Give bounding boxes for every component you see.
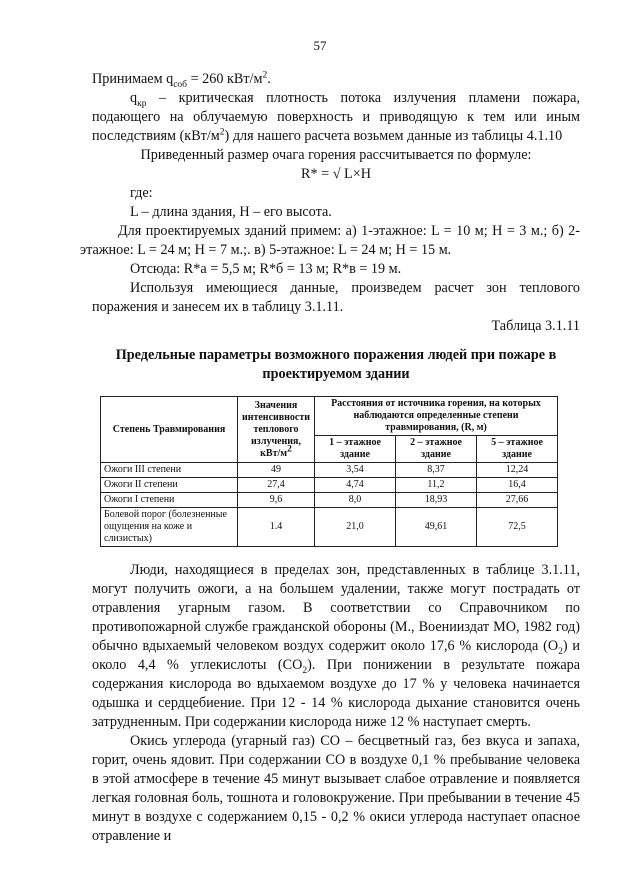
- qkr-end: ) для нашего расчета возьмем данные из таблицы 4.1.10: [224, 128, 563, 144]
- cell-r1: 8,0: [315, 493, 396, 508]
- paragraph-qkr: [92, 89, 580, 146]
- q-value: = 260 кВт/м: [187, 71, 263, 87]
- table-row: [101, 508, 558, 547]
- q-superscript: 2: [262, 70, 268, 81]
- cell-degree: Ожоги II степени: [101, 478, 238, 493]
- formula-intro: Приведенный размер очага горения рассчитывается по формуле:: [140, 147, 532, 163]
- formula: R* = √ L×H: [301, 166, 371, 182]
- cell-intensity: 27,4: [238, 478, 315, 493]
- fire-damage-table: [100, 396, 558, 547]
- page-number: 57: [313, 38, 327, 53]
- definition: L – длина здания, H – его высота.: [130, 204, 332, 220]
- paragraph-result: Отсюда: R*а = 5,5 м; R*б = 13 м; R*в = 19 м.: [130, 261, 402, 277]
- paragraph-carbon-monoxide: Окись углерода (угарный газ) CO – бесцветный газ, без вкуса и запаха, горит, очень ядовит. При содержании CO в воздухе 0,1 % пребывание человека в этой атмосфере в течение 45 минут вызывает слабое отравление и появляется легкая головная боль, тошнота и головокружение. При пребывании в течение 45 минут в воздухе с содержанием 0,15 - 0,2 % окиси углерода наступает опасное отравление и: [92, 733, 580, 844]
- paragraph-q-accepted: [92, 70, 580, 89]
- q-prefix: Принимаем q: [92, 71, 174, 87]
- table-title: Предельные параметры возможного поражения людей при пожаре в проектируемом здании: [115, 347, 557, 382]
- table-row: [101, 463, 558, 478]
- cell-r1: 3,54: [315, 463, 396, 478]
- header-intensity-text: Значения интенсивности теплового излучения, кВт/м: [241, 399, 311, 459]
- cell-intensity: 49: [238, 463, 315, 478]
- where-label: где:: [130, 185, 153, 201]
- co2-subscript: 2: [302, 665, 308, 676]
- cell-intensity: 9,6: [238, 493, 315, 508]
- cell-r2: 49,61: [396, 508, 477, 547]
- paragraph-using: Используя имеющиеся данные, произведем расчет зон теплового поражения и занесем их в таблицу 3.1.11.: [92, 280, 580, 315]
- qkr-text: – критическая плотность потока излучения пламени пожара, подающего на облучаемую поверхность и приводящую к тем или иным последствиям (кВт/м: [92, 90, 580, 144]
- table-label: Таблица 3.1.11: [491, 318, 580, 334]
- cell-r5: 72,5: [477, 508, 558, 547]
- subheader-1-floor: 1 – этажное здание: [315, 436, 396, 463]
- table-row: [101, 493, 558, 508]
- header-intensity: [238, 397, 315, 463]
- q-end: .: [267, 71, 271, 87]
- table-header-row: [101, 397, 558, 436]
- people-text-a: Люди, находящиеся в пределах зон, представленных в таблице 3.1.11, могут получить ожоги, а на большем удалении, также могут пострадать от отравления угарным газом. В соответствии со Справочником по противопожарной службе гражданской обороны (М., Военииздат МО, 1982 год) обычно вдыхаемый человеком воздух содержит около 17,6 % кислорода (O: [92, 562, 580, 654]
- qkr-prefix: q: [130, 90, 138, 106]
- header-distance: Расстояния от источника горения, на которых наблюдаются определенные степени травмирования, (R, м): [315, 397, 558, 436]
- cell-r5: 12,24: [477, 463, 558, 478]
- subheader-2-floor: 2 – этажное здание: [396, 436, 477, 463]
- cell-r1: 21,0: [315, 508, 396, 547]
- cell-r2: 18,93: [396, 493, 477, 508]
- o2-subscript: 2: [558, 646, 563, 657]
- paragraph-buildings: Для проектируемых зданий примем: а) 1-этажное: L = 10 м; H = 3 м.; б) 2-этажное: L = 24 м; H = 7 м.;. в) 5-этажное: L = 24 м; H = 15 м.: [80, 223, 580, 258]
- header-intensity-sup: 2: [287, 444, 292, 455]
- paragraph-people: [92, 561, 580, 732]
- cell-r5: 27,66: [477, 493, 558, 508]
- qkr-subscript: кр: [137, 98, 147, 109]
- cell-r5: 16,4: [477, 478, 558, 493]
- subheader-5-floor: 5 – этажное здание: [477, 436, 558, 463]
- people-text-c: ). При понижении в результате пожара содержания кислорода во вдыхаемом воздухе до 17 % у человека начинается одышка и сердцебиение. При 12 - 14 % кислорода дыхание становится очень затрудненным. При содержании кислорода ниже 12 % наступает смерть.: [92, 657, 581, 730]
- qkr-superscript: 2: [219, 127, 225, 138]
- cell-degree: Ожоги III степени: [101, 463, 238, 478]
- table-row: [101, 478, 558, 493]
- cell-intensity: 1.4: [238, 508, 315, 547]
- cell-r2: 11,2: [396, 478, 477, 493]
- cell-r1: 4,74: [315, 478, 396, 493]
- page-body: [80, 70, 581, 846]
- cell-degree: Болевой порог (болезненные ощущения на коже и слизистых): [101, 508, 238, 547]
- cell-r2: 8,37: [396, 463, 477, 478]
- cell-degree: Ожоги I степени: [101, 493, 238, 508]
- q-subscript: соб: [173, 79, 188, 90]
- header-degree: Степень Травмирования: [101, 397, 238, 463]
- people-text-b: ) и около 4,4 % углекислоты (CO: [92, 638, 580, 673]
